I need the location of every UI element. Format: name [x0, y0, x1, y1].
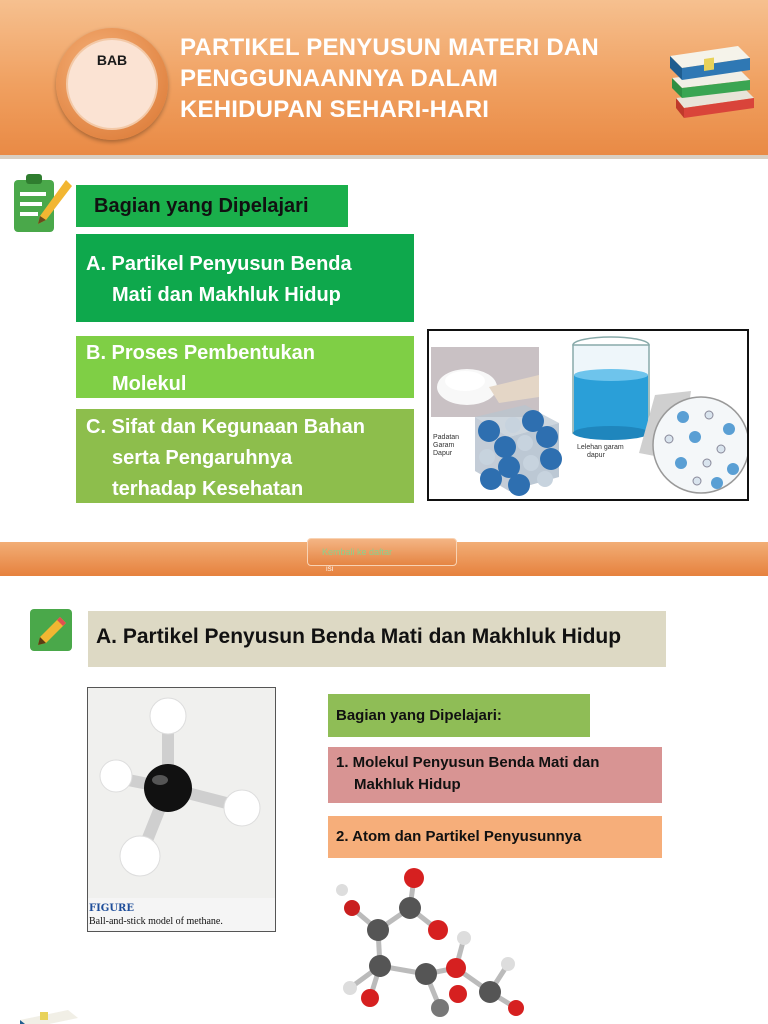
section-header-label: Bagian yang Dipelajari	[76, 185, 348, 227]
bab-label: BAB	[96, 52, 128, 68]
sub-item-1-line-2: Makhluk Hidup	[354, 776, 461, 793]
solution-label-1: Lelehan garam	[577, 444, 624, 451]
salt-illustration	[427, 329, 749, 501]
figure-label: FIGURE	[89, 903, 134, 914]
books-icon-small	[18, 1004, 80, 1024]
sub-item-1-line-1: 1. Molekul Penyusun Benda Mati dan	[336, 754, 600, 771]
figure-caption: Ball-and-stick model of methane.	[89, 916, 223, 927]
chapter-title-line-1: PARTIKEL PENYUSUN MATERI DAN	[180, 34, 599, 61]
section-title: A. Partikel Penyusun Benda Mati dan Makhluk Hidup	[88, 611, 666, 667]
pencil-icon	[30, 609, 72, 651]
molecule-model	[330, 868, 530, 1024]
chapter-title-line-3: KEHIDUPAN SEHARI-HARI	[180, 96, 490, 123]
back-to-contents-label[interactable]: Kembali ke daftar	[322, 547, 393, 557]
item-c-line-3: terhadap Kesehatan	[112, 478, 304, 500]
sub-item-2-line-1: 2. Atom dan Partikel Penyusunnya	[336, 828, 582, 845]
solid-label-2: Garam	[433, 442, 455, 449]
solution-label-2: dapur	[587, 452, 605, 459]
item-b-line-2: Molekul	[112, 373, 187, 395]
item-a-line-2: Mati dan Makhluk Hidup	[112, 284, 341, 306]
sub-header-label: Bagian yang Dipelajari:	[328, 694, 590, 737]
slide-2	[0, 576, 768, 1024]
item-c-box[interactable]	[76, 409, 414, 503]
salt-crystal-diagram	[429, 331, 747, 499]
solid-label-1: Padatan	[433, 434, 460, 441]
item-a-line-1: A. Partikel Penyusun Benda	[86, 253, 352, 275]
header-divider	[0, 155, 768, 159]
chapter-title-line-2: PENGGUNAANNYA DALAM	[180, 65, 499, 92]
sub-item-1-box[interactable]	[328, 747, 662, 803]
item-a-box[interactable]	[76, 234, 414, 322]
solid-label-3: Dapur	[433, 450, 453, 457]
item-c-line-1: C. Sifat dan Kegunaan Bahan	[86, 416, 365, 438]
crystal-lattice	[475, 405, 562, 496]
ions-magnified	[639, 391, 747, 493]
sub-item-2-box[interactable]	[328, 816, 662, 858]
beaker	[573, 337, 649, 440]
back-to-contents-sub: ISI	[326, 567, 334, 573]
methane-model	[88, 688, 275, 898]
chapter-title	[180, 32, 650, 125]
item-b-line-1: B. Proses Pembentukan	[86, 342, 315, 364]
item-c-line-2: serta Pengaruhnya	[112, 447, 293, 469]
books-icon	[668, 38, 758, 120]
methane-figure	[87, 687, 276, 932]
item-b-box[interactable]	[76, 336, 414, 398]
clipboard-pencil-icon	[12, 170, 74, 234]
